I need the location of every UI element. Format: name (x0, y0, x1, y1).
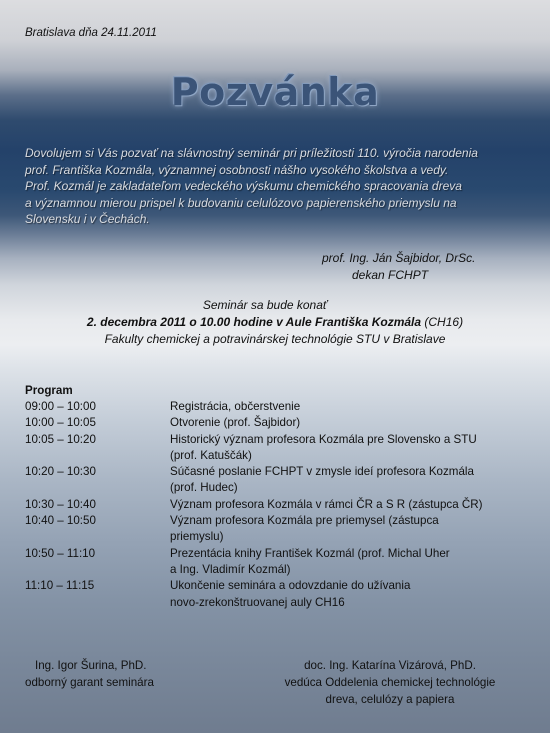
guarantor-name: Ing. Igor Šurina, PhD. (35, 659, 147, 672)
program-heading: Program (25, 384, 73, 397)
program-description-line: (prof. Hudec) (170, 481, 238, 495)
head-role-line: vedúca Oddelenia chemickej technológie (284, 676, 496, 689)
program-description-line: Ukončenie seminára a odovzdanie do užívania (170, 579, 411, 593)
program-time: 10:00 – 10:05 (25, 416, 96, 430)
venue-datetime (0, 314, 550, 331)
dean-name: prof. Ing. Ján Šajbidor, DrSc. (322, 251, 476, 265)
program-time: 10:20 – 10:30 (25, 465, 96, 479)
program-description-line: (prof. Katuščák) (170, 448, 252, 462)
program-description (170, 432, 535, 465)
program-list (25, 399, 535, 611)
program-row (25, 578, 535, 611)
program-row (25, 399, 535, 415)
program-description (170, 546, 535, 579)
venue-faculty: Fakulty chemickej a potravinárskej technológie STU v Bratislave (104, 332, 446, 346)
program-description (170, 578, 535, 611)
guarantor-role: odborný garant seminára (25, 676, 154, 689)
program-description (170, 497, 535, 513)
dean-role: dekan FCHPT (352, 268, 429, 282)
page-title: Pozvánka (170, 70, 380, 114)
intro-line: Slovensku i v Čechách. (25, 212, 150, 226)
guarantor-signature (25, 657, 154, 691)
program-description-line: Význam profesora Kozmála pre priemysel (zástupca (170, 514, 439, 528)
intro-line: prof. Františka Kozmála, významnej osobnosti nášho vysokého školstva a vedy. (25, 162, 449, 177)
head-name: doc. Ing. Katarína Vizárová, PhD. (304, 659, 476, 672)
intro-line: a významnou mierou prispel k budovaniu celulózovo papierenského priemyslu na (25, 195, 457, 210)
program-row (25, 432, 535, 465)
head-of-department-signature (262, 657, 518, 708)
intro-line: Prof. Kozmál je zakladateľom vedeckého výskumu chemického spracovania dreva (25, 179, 462, 193)
program-time: 10:40 – 10:50 (25, 514, 96, 528)
program-description-line: Historický význam profesora Kozmála pre Slovensko a STU (170, 432, 477, 446)
program-row (25, 497, 535, 513)
program-time: 09:00 – 10:00 (25, 400, 96, 413)
head-role-line: dreva, celulózy a papiera (325, 693, 455, 706)
program-description-line: Význam profesora Kozmála v rámci ČR a S R (zástupca ČR) (170, 497, 483, 511)
program-row (25, 513, 535, 546)
program-description-line: a Ing. Vladimír Kozmál) (170, 562, 291, 576)
venue-intro: Seminár sa bude konať (202, 298, 328, 312)
program-description-line: Súčasné poslanie FCHPT v zmysle ideí profesora Kozmála (170, 465, 474, 479)
program-description-line: priemyslu) (170, 530, 224, 544)
program-time: 10:30 – 10:40 (25, 497, 96, 511)
program-row (25, 415, 535, 431)
venue-date-bold: 2. decembra 2011 o 10.00 hodine v Aule Františka Kozmála (86, 315, 422, 329)
intro-text (25, 145, 530, 228)
venue-room: (CH16) (421, 315, 464, 329)
program-time: 10:05 – 10:20 (25, 432, 96, 446)
dean-signature (322, 250, 475, 284)
program-row (25, 546, 535, 579)
program-description-line: Registrácia, občerstvenie (170, 400, 301, 413)
program-description (170, 399, 535, 415)
program-time: 10:50 – 11:10 (25, 546, 96, 560)
program-description-line: Prezentácia knihy František Kozmál (prof. Michal Uher (170, 546, 450, 560)
program-description (170, 415, 535, 431)
program-row (25, 464, 535, 497)
date-line: Bratislava dňa 24.11.2011 (25, 27, 157, 39)
venue-info (0, 297, 550, 348)
program-time: 11:10 – 11:15 (25, 579, 95, 593)
program-description (170, 464, 535, 497)
program-description-line: novo-zrekonštruovanej auly CH16 (170, 595, 345, 609)
program-section (25, 382, 535, 611)
program-description-line: Otvorenie (prof. Šajbidor) (170, 416, 301, 430)
program-description (170, 513, 535, 546)
intro-line: Dovolujem si Vás pozvať na slávnostný seminár pri príležitosti 110. výročia narodenia (25, 146, 478, 160)
